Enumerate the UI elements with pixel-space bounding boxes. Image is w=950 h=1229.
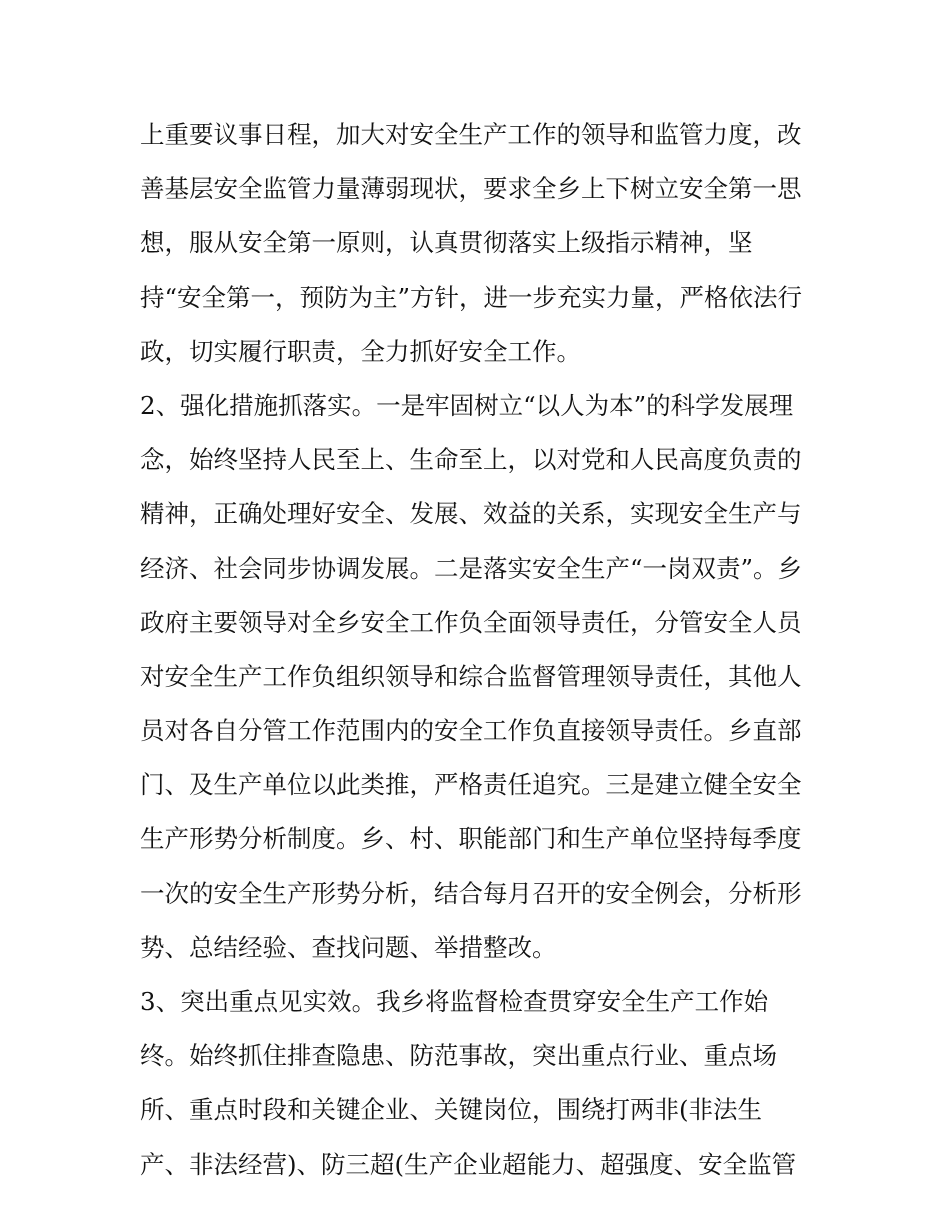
text-line: 政，切实履行职责，全力抓好安全工作。: [140, 336, 581, 366]
text-line: 上重要议事日程，加大对安全生产工作的领导和监管力度，改: [140, 120, 802, 149]
text-line: 生产形势分析制度。乡、村、职能部门和生产单位坚持每季度: [140, 824, 802, 854]
text-line: 一次的安全生产形势分析，结合每月召开的安全例会，分析形: [140, 878, 802, 908]
text-line: 所、重点时段和关键企业、关键岗位，围绕打两非(非法生: [140, 1095, 763, 1125]
text-line: 想，服从安全第一原则，认真贯彻落实上级指示精神，坚: [140, 228, 753, 258]
text-line: 产、非法经营)、防三超(生产企业超能力、超强度、安全监管: [140, 1149, 797, 1179]
text-line: 念，始终坚持人民至上、生命至上，以对党和人民高度负责的: [140, 445, 802, 475]
text-line: 门、及生产单位以此类推，严格责任追究。三是建立健全安全: [140, 770, 802, 800]
text-line: 员对各自分管工作范围内的安全工作负直接领导责任。乡直部: [140, 716, 802, 746]
text-line: 精神，正确处理好安全、发展、效益的关系，实现安全生产与: [140, 499, 802, 529]
text-line: 对安全生产工作负组织领导和综合监督管理领导责任，其他人: [140, 661, 802, 691]
document-body: [140, 108, 830, 1192]
text-line: 持“安全第一，预防为主”方针，进一步充实力量，严格依法行: [140, 282, 803, 312]
text-line: 3、突出重点见实效。我乡将监督检查贯穿安全生产工作始: [140, 987, 769, 1016]
text-line: 政府主要领导对全乡安全工作负全面领导责任，分管安全人员: [140, 607, 802, 637]
text-line: 2、强化措施抓落实。一是牢固树立“以人为本”的科学发展理: [140, 390, 794, 420]
text-line: 善基层安全监管力量薄弱现状，要求全乡上下树立安全第一思: [140, 174, 802, 204]
text-line: 势、总结经验、查找问题、举措整改。: [140, 932, 557, 962]
text-line: 终。始终抓住排查隐患、防范事故，突出重点行业、重点场: [140, 1041, 777, 1071]
text-line: 经济、社会同步协调发展。二是落实安全生产“一岗双责”。乡: [140, 553, 803, 583]
